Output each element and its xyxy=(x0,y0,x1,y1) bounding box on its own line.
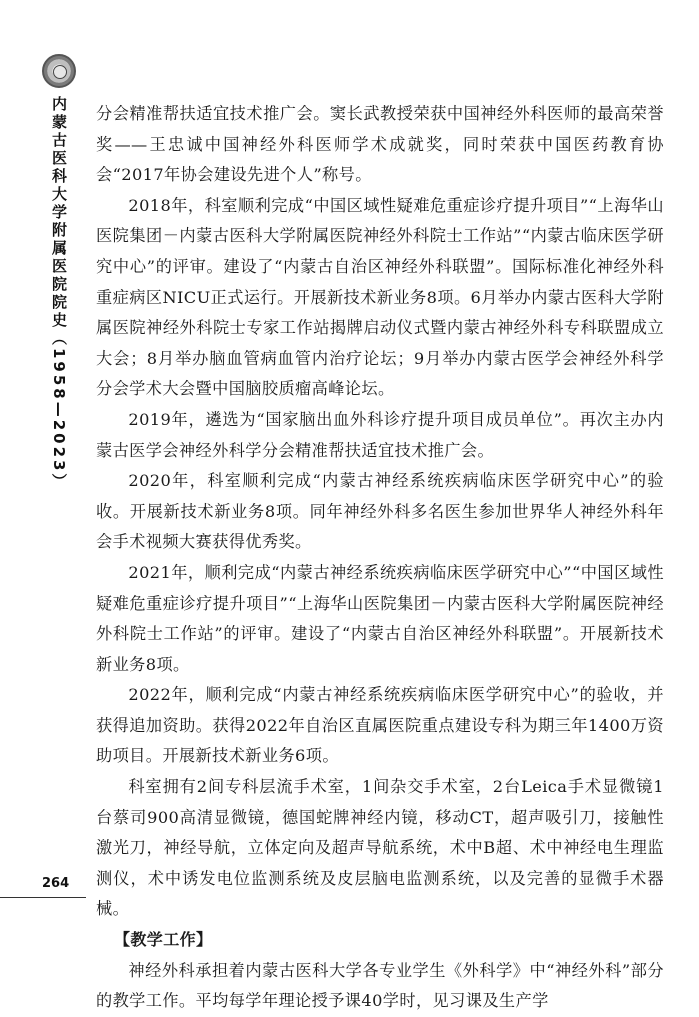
body-paragraph: 2020年，科室顺利完成“内蒙古神经系统疾病临床医学研究中心”的验收。开展新技术新业务8项。同年神经外科多名医生参加世界华人神经外科年会手术视频大赛获得优秀奖。 xyxy=(96,471,664,552)
section-paragraph: 神经外科承担着内蒙古医科大学各专业学生《外科学》中“神经外科”部分的教学工作。平均每学年理论授予课40学时，见习课及生产学 xyxy=(96,960,664,1011)
page-number-rule xyxy=(0,897,86,898)
page-number: 264 xyxy=(42,876,70,891)
page-body xyxy=(96,99,664,1017)
section-heading: 【教学工作】 xyxy=(114,930,213,950)
body-paragraph: 2018年，科室顺利完成“中国区域性疑难危重症诊疗提升项目”“上海华山医院集团－内蒙古医科大学附属医院神经外科院士工作站”“内蒙古临床医学研究中心”的评审。建设了“内蒙古自治区神经外科联盟”。国际标准化神经外科重症病区NICU正式运行。开展新技术新业务8项。6月举办内蒙古医科大学附属医院神经外科院士专家工作站揭牌启动仪式暨内蒙古神经外科专科联盟成立大会；8月举办脑血管病血管内治疗论坛；9月举办内蒙古医学会神经外科学分会学术大会暨中国脑胶质瘤高峰论坛。 xyxy=(96,195,664,399)
body-paragraph: 2021年，顺利完成“内蒙古神经系统疾病临床医学研究中心”“中国区域性疑难危重症诊疗提升项目”“上海华山医院集团－内蒙古医科大学附属医院神经外科院士工作站”的评审。建设了“内蒙古自治区神经外科联盟”。开展新技术新业务8项。 xyxy=(96,562,664,674)
body-paragraph: 2019年，遴选为“国家脑出血外科诊疗提升项目成员单位”。再次主办内蒙古医学会神经外科学分会精准帮扶适宜技术推广会。 xyxy=(96,409,664,460)
running-title: 内蒙古医科大学附属医院院史（1958—2023） xyxy=(50,96,68,492)
body-paragraph: 2022年，顺利完成“内蒙古神经系统疾病临床医学研究中心”的验收，并获得追加资助。获得2022年自治区直属医院重点建设专科为期三年1400万资助项目。开展新技术新业务6项。 xyxy=(96,685,664,766)
university-logo-icon xyxy=(42,54,76,88)
page-margin xyxy=(0,0,86,983)
body-paragraph: 分会精准帮扶适宜技术推广会。窦长武教授荣获中国神经外科医师的最高荣誉奖——王忠诚中国神经外科医师学术成就奖，同时荣获中国医药教育协会“2017年协会建设先进个人”称号。 xyxy=(96,104,664,185)
body-paragraph: 科室拥有2间专科层流手术室，1间杂交手术室，2台Leica手术显微镜1台蔡司900高清显微镜，德国蛇牌神经内镜，移动CT，超声吸引刀，接触性激光刀，神经导航，立体定向及超声导航系统，术中B超、术中神经电生理监测仪，术中诱发电位监测系统及皮层脑电监测系统，以及完善的显微手术器械。 xyxy=(96,777,664,919)
